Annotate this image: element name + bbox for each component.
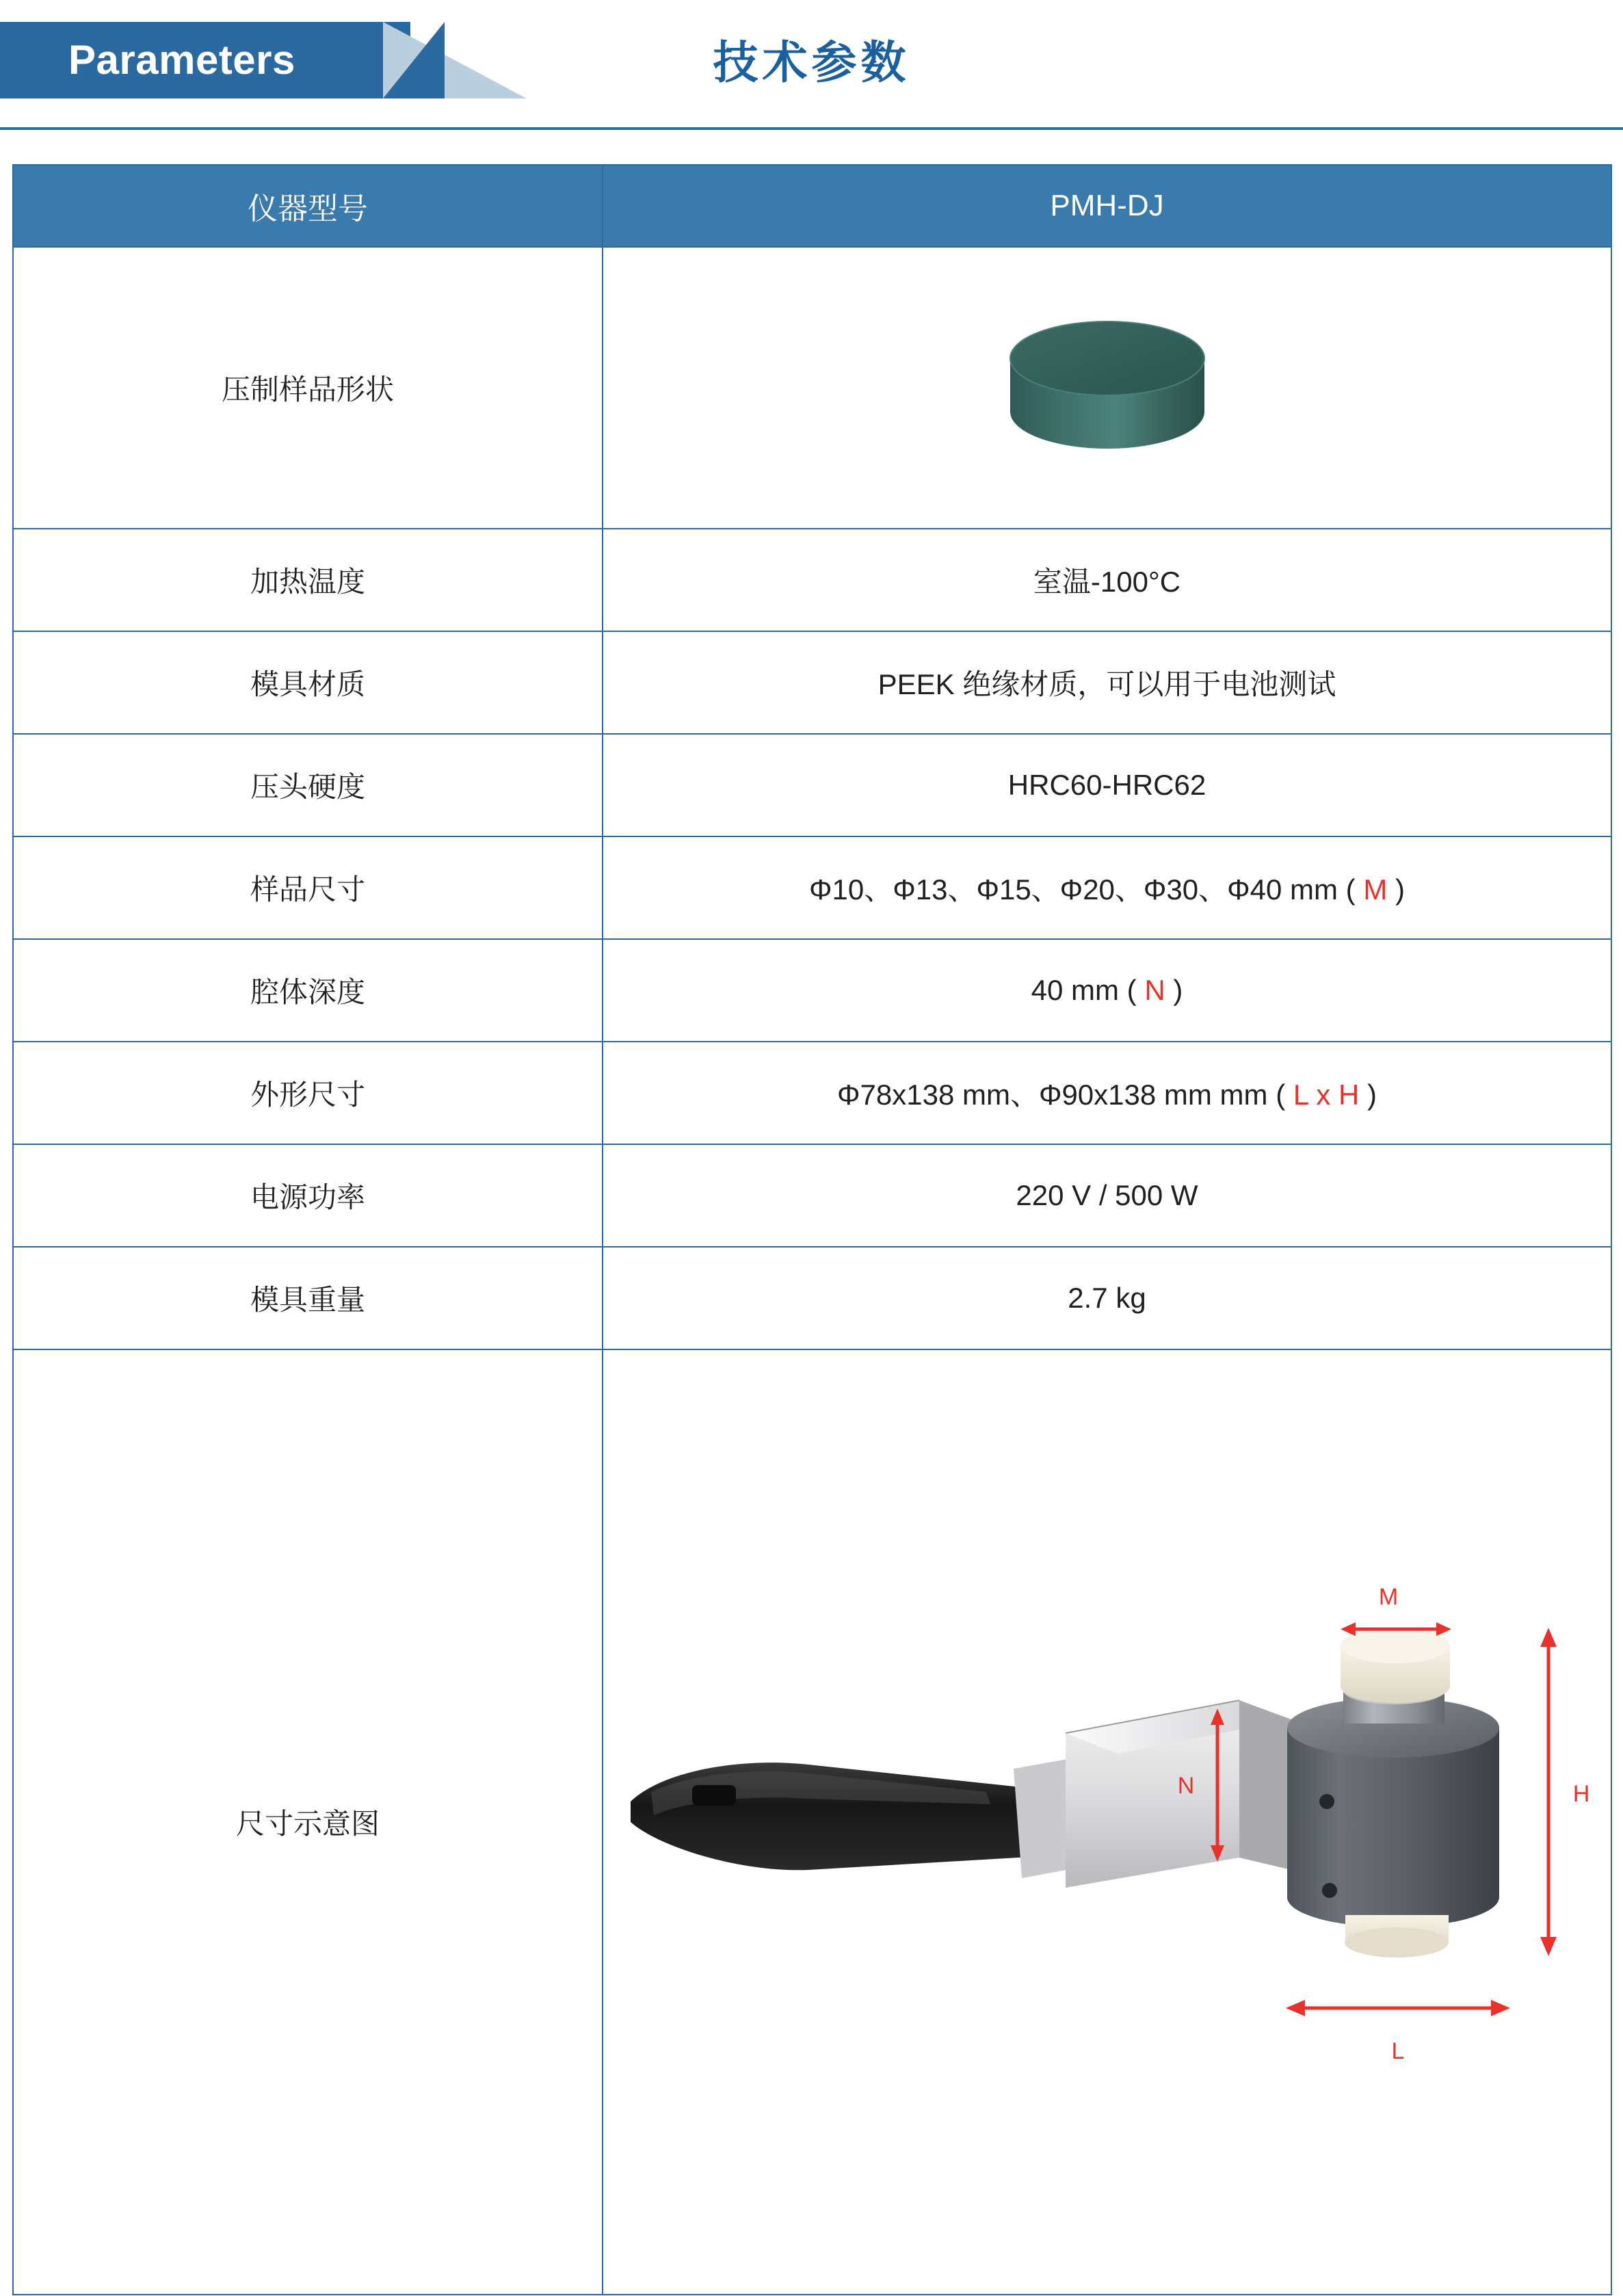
table-row (13, 1349, 1611, 2295)
row-label-sample-size: 样品尺寸 (13, 836, 603, 939)
row-value-power: 220 V / 500 W (603, 1144, 1611, 1247)
handle-slot (692, 1785, 736, 1806)
sample-size-mark: M (1363, 873, 1388, 906)
cavity-depth-suffix: ) (1165, 974, 1183, 1006)
sample-size-prefix: Φ10、Φ13、Φ15、Φ20、Φ30、Φ40 mm ( (809, 873, 1364, 906)
table-header-value: PMH-DJ (603, 165, 1611, 247)
page-title: 技术参数 (713, 37, 910, 88)
row-label-dimension-diagram: 尺寸示意图 (13, 1349, 603, 2295)
overall-dimensions-prefix: Φ78x138 mm、Φ90x138 mm mm ( (837, 1079, 1293, 1111)
row-value-mold-weight: 2.7 kg (603, 1247, 1611, 1349)
row-label-sample-shape: 压制样品形状 (13, 247, 603, 529)
cavity-depth-mark: N (1144, 974, 1165, 1006)
row-value-indenter-hardness: HRC60-HRC62 (603, 734, 1611, 836)
dimension-label-m: M (1378, 1584, 1399, 1610)
dimension-arrow-h (1540, 1628, 1557, 1956)
table-header-row (13, 165, 1611, 247)
table-row (13, 529, 1611, 631)
row-value-cavity-depth (603, 939, 1611, 1042)
row-label-indenter-hardness: 压头硬度 (13, 734, 603, 836)
row-value-dimension-diagram (603, 1349, 1611, 2295)
row-label-cavity-depth: 腔体深度 (13, 939, 603, 1042)
sample-size-suffix: ) (1387, 873, 1405, 906)
table-header-label: 仪器型号 (13, 165, 603, 247)
row-label-overall-dimensions: 外形尺寸 (13, 1042, 603, 1144)
bottom-cap-face (1345, 1927, 1449, 1957)
drum-screw-lower (1322, 1883, 1337, 1898)
row-label-heating-temperature: 加热温度 (13, 529, 603, 631)
parameters-badge-label: Parameters (68, 37, 295, 83)
table-row (13, 631, 1611, 734)
table-row (13, 1144, 1611, 1247)
row-value-sample-size (603, 836, 1611, 939)
cylindrical-sample-puck-icon (1005, 309, 1210, 466)
table-row (13, 1042, 1611, 1144)
top-cap-face (1341, 1628, 1450, 1663)
table-row (13, 734, 1611, 836)
dimension-diagram-container (603, 1350, 1611, 2294)
dimension-label-h: H (1572, 1781, 1590, 1807)
press-mold-dimension-diagram-image (603, 1350, 1608, 2294)
spec-table-wrapper (12, 164, 1611, 2295)
cavity-depth-prefix: 40 mm ( (1031, 974, 1145, 1006)
row-label-mold-material: 模具材质 (13, 631, 603, 734)
row-value-heating-temperature: 室温-100°C (603, 529, 1611, 631)
row-value-overall-dimensions (603, 1042, 1611, 1144)
table-row (13, 939, 1611, 1042)
row-value-sample-shape (603, 247, 1611, 529)
dimension-label-n: N (1177, 1773, 1195, 1799)
header-divider (0, 127, 1623, 130)
row-label-mold-weight: 模具重量 (13, 1247, 603, 1349)
table-row (13, 247, 1611, 529)
row-label-power: 电源功率 (13, 1144, 603, 1247)
dimension-label-l: L (1391, 2038, 1405, 2064)
sample-shape-illustration (603, 248, 1611, 528)
overall-dimensions-mark: L x H (1293, 1079, 1360, 1111)
table-row (13, 836, 1611, 939)
table-row (13, 1247, 1611, 1349)
spec-table (12, 164, 1612, 2295)
row-value-mold-material: PEEK 绝缘材质，可以用于电池测试 (603, 631, 1611, 734)
dimension-arrow-l (1286, 2000, 1510, 2016)
body-side-face (1239, 1700, 1291, 1870)
drum-screw-upper (1319, 1794, 1334, 1809)
page-header (0, 0, 1623, 130)
overall-dimensions-suffix: ) (1359, 1079, 1377, 1111)
